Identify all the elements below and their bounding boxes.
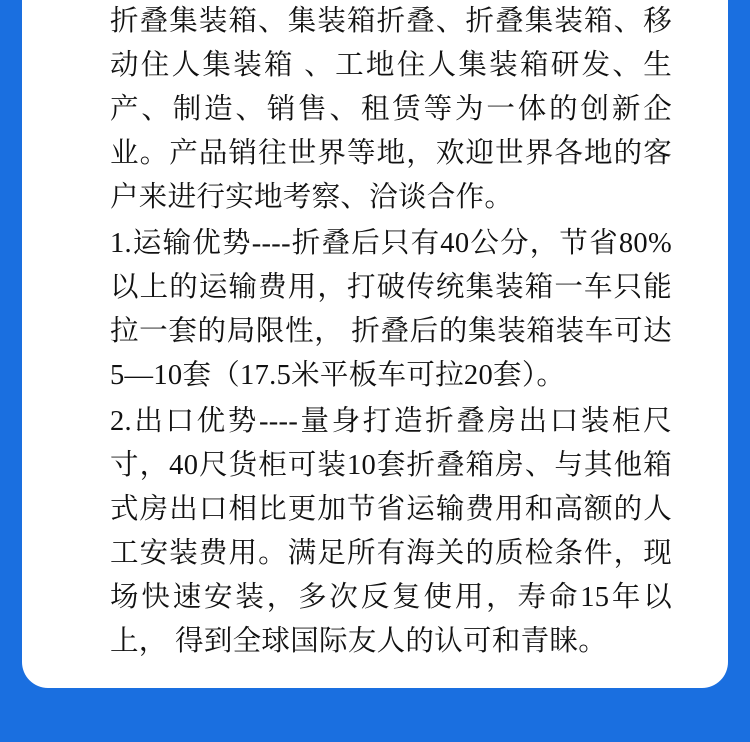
paragraph-intro: 折叠集装箱、集装箱折叠、折叠集装箱、移动住人集装箱 、工地住人集装箱研发、生产、制造、销售、租赁等为一体的创新企业。产品销往世界等地，欢迎世界各地的客户来进行实地考察、洽谈合作。 bbox=[110, 6, 672, 213]
document-body bbox=[110, 0, 672, 664]
content-card bbox=[22, 0, 728, 688]
paragraph-export-advantage: 2.出口优势----量身打造折叠房出口装柜尺寸，40尺货柜可装10套折叠箱房、与其他箱式房出口相比更加节省运输费用和高额的人工安装费用。满足所有海关的质检条件，现场快速安装，多次反复使用，寿命15年以上， 得到全球国际友人的认可和青睐。 bbox=[110, 406, 672, 657]
paragraph-transport-advantage: 1.运输优势----折叠后只有40公分，节省80%以上的运输费用，打破传统集装箱一车只能拉一套的局限性， 折叠后的集装箱装车可达5—10套（17.5米平板车可拉20套）。 bbox=[110, 228, 672, 391]
